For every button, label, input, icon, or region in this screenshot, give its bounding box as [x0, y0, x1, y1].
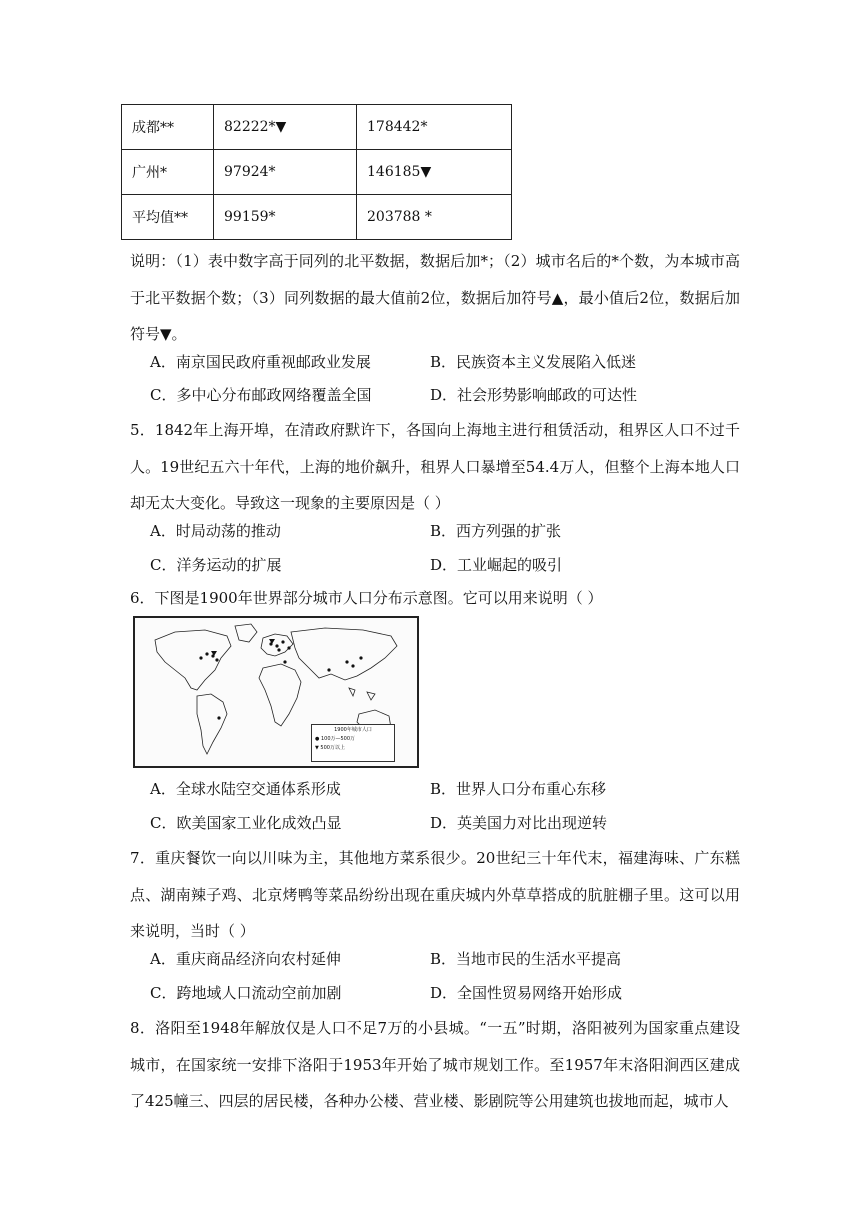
- table-row: [122, 195, 512, 240]
- q6-option-b: B．世界人口分布重心东移: [430, 780, 607, 798]
- q7-stem: 7．重庆餐饮一向以川味为主，其他地方菜系很少。20世纪三十年代末，福建海味、广东糕点、湖南辣子鸡、北京烤鸭等菜品纷纷出现在重庆城内外草草搭成的肮脏棚子里。这可以用来说明，当时（ ）: [130, 849, 740, 940]
- q8-stem: 8．洛阳至1948年解放仅是人口不足7万的小县城。“一五”时期，洛阳被列为国家重点建设城市，在国家统一安排下洛阳于1953年开始了城市规划工作。至1957年末洛阳涧西区建成了425幢三、四层的居民楼，各种办公楼、营业楼、影剧院等公用建筑也拔地而起，城市人: [130, 1019, 740, 1110]
- q4-option-d: D．社会形势影响邮政的可达性: [430, 386, 638, 404]
- table-cell-value: 146185▼: [357, 150, 512, 195]
- q4-option-b: B．民族资本主义发展陷入低迷: [430, 353, 637, 371]
- map-legend-item: ▼ 500万以上: [315, 745, 345, 751]
- q6-stem: 6．下图是1900年世界部分城市人口分布示意图。它可以用来说明（ ）: [130, 589, 603, 607]
- q7-option-d: D．全国性贸易网络开始形成: [430, 984, 623, 1002]
- q7-option-a: A．重庆商品经济向农村延伸: [150, 950, 341, 968]
- map-legend-title: 1900年城市人口: [334, 727, 372, 733]
- q6-option-c: C．欧美国家工业化成效凸显: [150, 814, 342, 832]
- q4-option-c: C．多中心分布邮政网络覆盖全国: [150, 386, 372, 404]
- q5-stem: 5．1842年上海开埠，在清政府默许下，各国向上海地主进行租赁活动，租界区人口不过千人。19世纪五六十年代，上海的地价飙升，租界人口暴增至54.4万人，但整个上海本地人口却无太大变化。导致这一现象的主要原因是（ ）: [130, 421, 740, 512]
- table-row: [122, 105, 512, 150]
- q7-option-c: C．跨地域人口流动空前加剧: [150, 984, 342, 1002]
- table-cell-value: 82222*▼: [214, 105, 357, 150]
- q4-option-a: A．南京国民政府重视邮政业发展: [150, 353, 371, 371]
- table-cell-value: 203788 *: [357, 195, 512, 240]
- table-note: 说明：（1）表中数字高于同列的北平数据，数据后加*；（2）城市名后的*个数，为本城市高于北平数据个数；（3）同列数据的最大值前2位，数据后加符号▲，最小值后2位，数据后加符号▼。: [130, 252, 740, 343]
- table-row: [122, 150, 512, 195]
- map-legend-item: ● 100万—500万: [315, 736, 356, 742]
- q5-option-d: D．工业崛起的吸引: [430, 556, 563, 574]
- q6-option-d: D．英美国力对比出现逆转: [430, 814, 608, 832]
- table-cell-city: 平均值**: [122, 195, 214, 240]
- city-data-table: [121, 104, 512, 240]
- q7-option-b: B．当地市民的生活水平提高: [430, 950, 622, 968]
- q5-option-a: A．时局动荡的推动: [150, 522, 281, 540]
- q5-option-b: B．西方列强的扩张: [430, 522, 562, 540]
- world-city-population-map: [133, 616, 419, 768]
- map-legend: [311, 724, 395, 762]
- table-cell-value: 97924*: [214, 150, 357, 195]
- table-cell-value: 178442*: [357, 105, 512, 150]
- q6-option-a: A．全球水陆空交通体系形成: [150, 780, 341, 798]
- table-cell-city: 广州*: [122, 150, 214, 195]
- table-cell-value: 99159*: [214, 195, 357, 240]
- q5-option-c: C．洋务运动的扩展: [150, 556, 282, 574]
- table-cell-city: 成都**: [122, 105, 214, 150]
